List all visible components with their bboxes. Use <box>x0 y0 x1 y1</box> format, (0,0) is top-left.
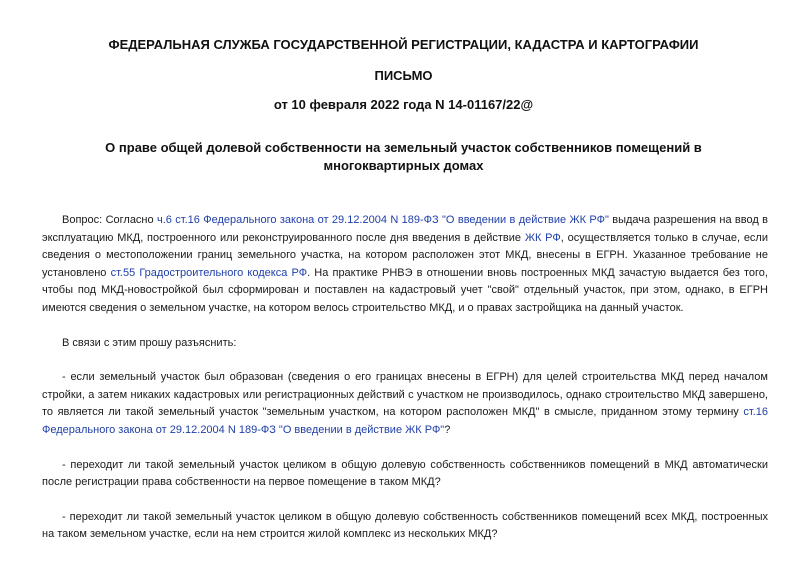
question-text-3: , осуществляется только в случае, если сведения о местоположении границ земельного участка, на котором расположен этот МКД, внесены в ЕГРН. Указанное требование не установлено <box>42 231 768 279</box>
urban-planning-code-art55-link[interactable]: ст.55 Градостроительного кодекса РФ <box>110 266 308 279</box>
document-date-number: от 10 февраля 2022 года N 14-01167/22@ <box>273 97 534 112</box>
question-text-1: Вопрос: Согласно <box>62 214 157 226</box>
law-link-189fz-art16-part6[interactable]: ч.6 ст.16 Федерального закона от 29.12.2004 N 189-ФЗ "О введении в действие ЖК РФ" <box>157 214 609 226</box>
question-item-2: - переходит ли такой земельный участок целиком в общую долевую собственность собственников помещений в МКД автоматически после регистрации права собственности на первое помещение в таком МКД? <box>42 458 768 489</box>
housing-code-link[interactable]: ЖК РФ <box>524 231 561 244</box>
question-text-4: . На практике РНВЭ в отношении вновь построенных МКД зачастую выдается без того, чтобы под МКД-новостройкой был сформирован и поставлен на кадастровый учет "свой" отдельный участок, при этом, однако, в ЕГРН имеются сведения о земельном участке, на котором велось строительство МКД, и о правах застройщика на данный участок. <box>42 266 768 314</box>
agency-name: ФЕДЕРАЛЬНАЯ СЛУЖБА ГОСУДАРСТВЕННОЙ РЕГИСТРАЦИИ, КАДАСТРА И КАРТОГРАФИИ <box>108 37 699 52</box>
question-text-2: выдача разрешения на ввод в эксплуатацию МКД, построенного или реконструированного после дня введения в действие <box>42 214 768 244</box>
question-item-3: - переходит ли такой земельный участок целиком в общую долевую собственность собственников помещений всех МКД, построенных на таком земельном участке, если на нем строится жилой комплекс из нескольких МКД? <box>42 510 768 541</box>
document-subject: О праве общей долевой собственности на земельный участок собственников помещений в многоквартирных домах <box>105 140 702 173</box>
document-body <box>42 212 768 544</box>
question-item-1-text: - если земельный участок был образован (сведения о его границах внесены в ЕГРН) для целей строительства МКД перед началом стройки, а затем никаких кадастровых или регистрационных действий с участком не производилось, однако строительство МКД завершено, то является ли такой земельный участок "земельным участком, на котором расположен МКД" в смысле, приданном этому термину <box>42 371 768 419</box>
question-paragraph <box>42 212 768 318</box>
question-item-1 <box>42 369 768 439</box>
question-item-1-end: ? <box>444 423 451 436</box>
request-paragraph: В связи с этим прошу разъяснить: <box>62 336 237 349</box>
law-link-189fz-art16[interactable]: ст.16 Федерального закона от 29.12.2004 N 189-ФЗ "О введении в действие ЖК РФ" <box>42 406 768 436</box>
document-type: ПИСЬМО <box>374 68 433 83</box>
